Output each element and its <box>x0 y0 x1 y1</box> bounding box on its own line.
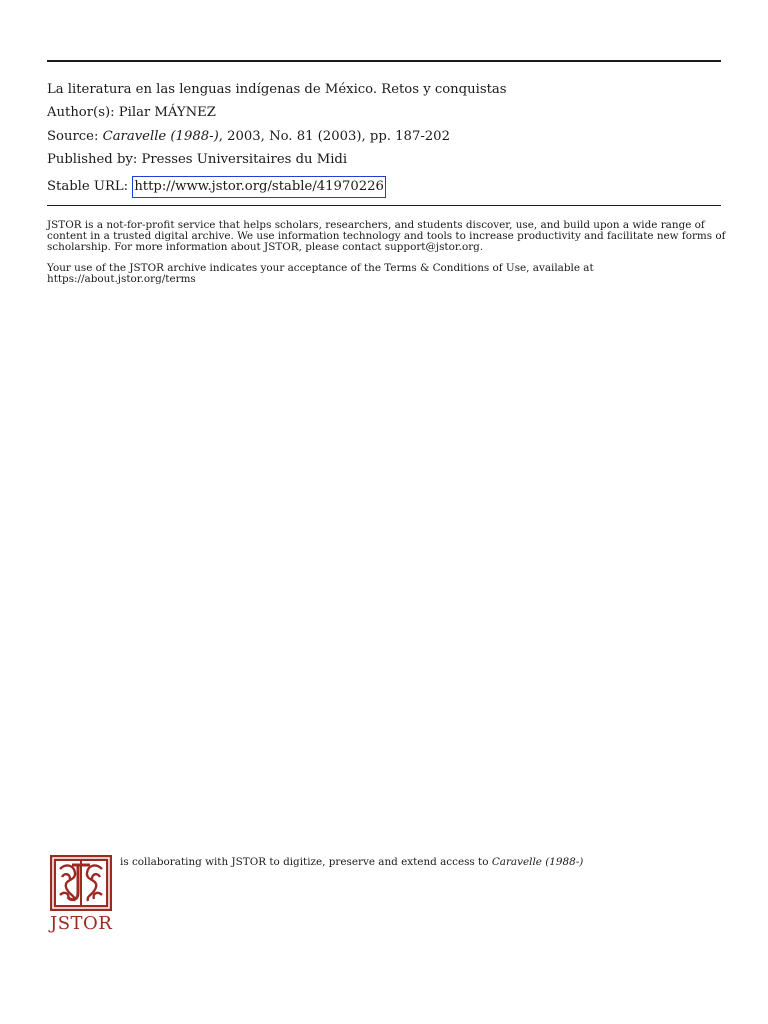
source-details: , 2003, No. 81 (2003), pp. 187-202 <box>218 128 450 144</box>
source-label: Source: <box>47 128 99 144</box>
article-metadata <box>47 78 507 198</box>
source-line <box>47 125 507 148</box>
article-title: La literatura en las lenguas indígenas de México. Retos y conquistas <box>47 82 507 97</box>
jstor-logo <box>50 855 114 934</box>
publisher-line <box>47 148 507 171</box>
collaboration-text: is collaborating with JSTOR to digitize, preserve and extend access to <box>120 856 489 868</box>
terms-notice: Your use of the JSTOR archive indicates your acceptance of the Terms & Conditions of Use, available at https://about.jstor.org/terms <box>47 262 594 285</box>
collaboration-journal: Caravelle (1988-) <box>491 856 584 868</box>
jstor-about-notice: JSTOR is a not-for-profit service that helps scholars, researchers, and students discover, use, and build upon a wide range of content in a trusted digital archive. We use information technology and tools to increase productivity and facilitate new forms of scholarship. For more information about JSTOR, please contact support@jstor.org. <box>47 219 726 253</box>
collaboration-statement <box>120 856 583 868</box>
jstor-emblem-icon <box>50 855 112 911</box>
stable-url-line <box>47 175 507 198</box>
top-rule <box>47 60 721 62</box>
jstor-wordmark: JSTOR <box>50 913 113 934</box>
author-name: Pilar MÁYNEZ <box>118 105 216 121</box>
author-label: Author(s): <box>47 105 115 121</box>
stable-url-label: Stable URL: <box>47 179 129 195</box>
section-divider <box>47 205 721 206</box>
publisher-name: Presses Universitaires du Midi <box>141 151 348 167</box>
publisher-label: Published by: <box>47 151 138 167</box>
author-line <box>47 101 507 124</box>
stable-url-link[interactable]: http://www.jstor.org/stable/41970226 <box>132 176 386 198</box>
source-journal: Caravelle (1988-) <box>102 128 219 144</box>
